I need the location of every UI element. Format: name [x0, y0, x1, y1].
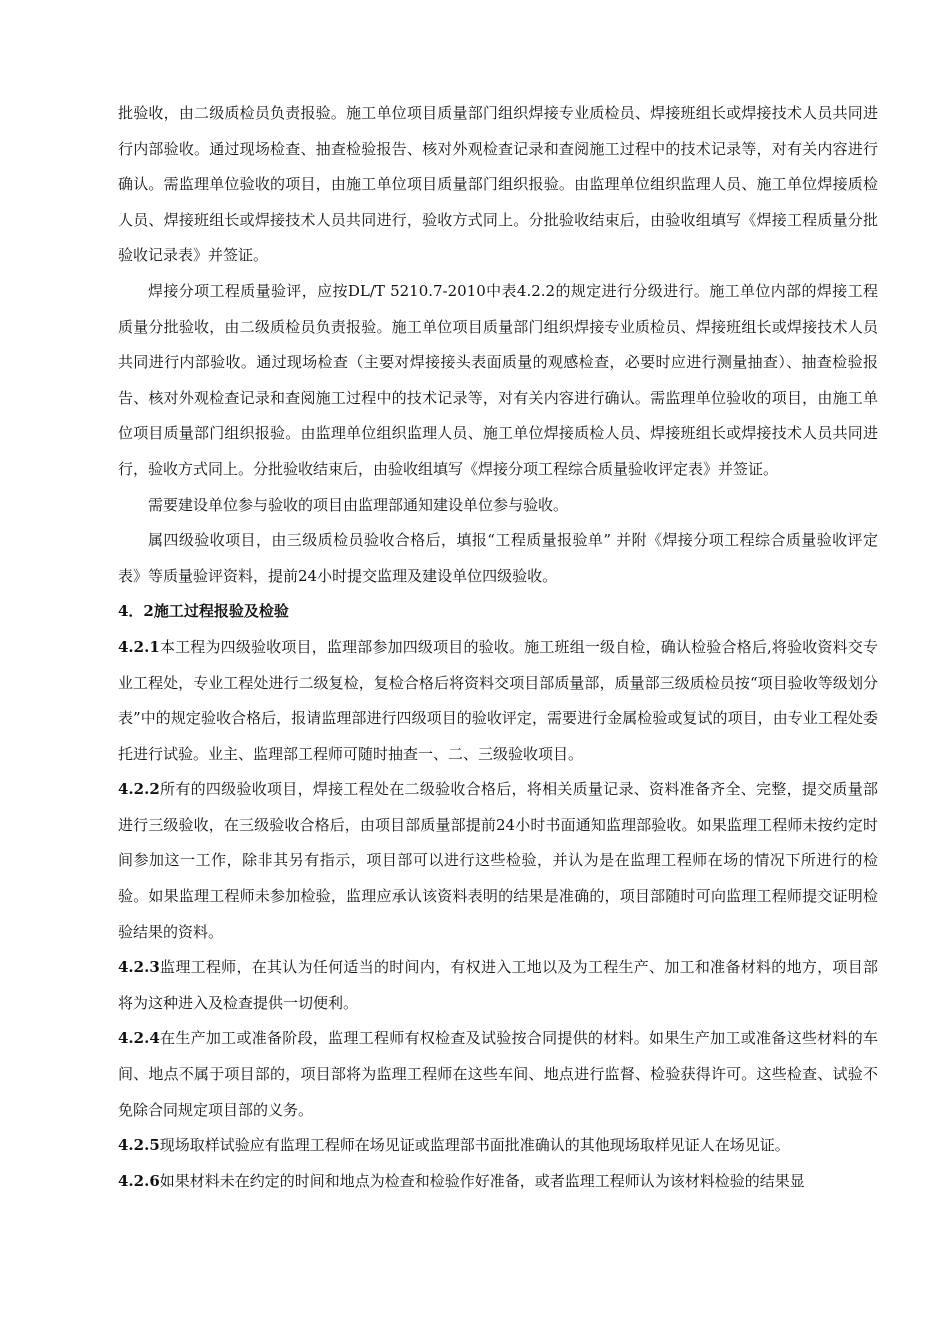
clause-text: 如果材料未在约定的时间和地点为检查和检验作好准备，或者监理工程师认为该材料检验的结果显 — [159, 1171, 805, 1190]
clause-text: 所有的四级验收项目，焊接工程处在二级验收合格后，将相关质量记录、资料准备齐全、完整，提交质量部进行三级验收，在三级验收合格后，由项目部质量部提前24小时书面通知监理部验收。如果监理工程师未按约定时间参加这一工作，除非其另有指示，项目部可以进行这些检验，并认为是在监理工程师在场的情况下所进行的检验。如果监理工程师未参加检验，监理应承认该资料表明的结果是准确的，项目部随时可向监理工程师提交证明检验结果的资料。 — [118, 780, 878, 941]
clause-4-2-3 — [118, 950, 878, 1021]
body-text — [118, 96, 878, 1199]
paragraph-batch-acceptance: 批验收，由二级质检员负责报验。施工单位项目质量部门组织焊接专业质检员、焊接班组长或焊接技术人员共同进行内部验收。通过现场检查、抽查检验报告、核对外观检查记录和查阅施工过程中的技术记录等，对有关内容进行确认。需监理单位验收的项目，由施工单位项目质量部门组织报验。由监理单位组织监理人员、施工单位焊接质检人员、焊接班组长或焊接技术人员共同进行，验收方式同上。分批验收结束后，由验收组填写《焊接工程质量分批验收记录表》并签证。 — [118, 104, 878, 265]
paragraph-owner-participation: 需要建设单位参与验收的项目由监理部通知建设单位参与验收。 — [148, 495, 569, 514]
clause-number: 4.2.1 — [118, 637, 160, 656]
clause-number: 4.2.6 — [118, 1171, 160, 1190]
clause-text: 本工程为四级验收项目，监理部参加四级项目的验收。施工班组一级自检，确认检验合格后,将验收资料交专业工程处，专业工程处进行二级复检，复检合格后将资料交项目部质量部，质量部三级质检员按“项目验收等级划分表”中的规定验收合格后，报请监理部进行四级项目的验收评定，需要进行金属检验或复试的项目，由专业工程处委托进行试验。业主、监理部工程师可随时抽查一、二、三级验收项目。 — [118, 637, 878, 763]
clause-4-2-1 — [118, 630, 878, 772]
clause-4-2-6 — [118, 1164, 878, 1200]
paragraph-subitem-evaluation: 焊接分项工程质量验评，应按DL/T 5210.7-2010中表4.2.2的规定进行分级进行。施工单位内部的焊接工程质量分批验收，由二级质检员负责报验。施工单位项目质量部门组织焊接专业质检员、焊接班组长或焊接技术人员共同进行内部验收。通过现场检查（主要对焊接接头表面质量的观感检查，必要时应进行测量抽查）、抽查检验报告、核对外观检查记录和查阅施工过程中的技术记录等，对有关内容进行确认。需监理单位验收的项目，由施工单位项目质量部门组织报验。由监理单位组织监理人员、施工单位焊接质检人员、焊接班组长或焊接技术人员共同进行，验收方式同上。分批验收结束后，由验收组填写《焊接分项工程综合质量验收评定表》并签证。 — [118, 281, 878, 478]
clause-number: 4.2.5 — [118, 1136, 160, 1155]
clause-4-2-4 — [118, 1021, 878, 1128]
clause-text: 现场取样试验应有监理工程师在场见证或监理部书面批准确认的其他现场取样见证人在场见证。 — [159, 1136, 790, 1155]
clause-4-2-2 — [118, 772, 878, 950]
clause-number: 4.2.4 — [118, 1029, 160, 1048]
clause-number: 4.2.3 — [118, 958, 160, 977]
section-title: 4．2施工过程报验及检验 — [118, 602, 289, 621]
paragraph-level-four-acceptance: 属四级验收项目，由三级质检员验收合格后，填报“工程质量报验单” 并附《焊接分项工程综合质量验收评定表》等质量验评资料，提前24小时提交监理及建设单位四级验收。 — [118, 531, 878, 585]
clause-text: 在生产加工或准备阶段，监理工程师有权检查及试验按合同提供的材料。如果生产加工或准备这些材料的车间、地点不属于项目部的，项目部将为监理工程师在这些车间、地点进行监督、检验获得许可。这些检查、试验不免除合同规定项目部的义务。 — [118, 1029, 878, 1119]
clause-text: 监理工程师，在其认为任何适当的时间内，有权进入工地以及为工程生产、加工和准备材料的地方，项目部将为这种进入及检查提供一切便利。 — [118, 958, 878, 1012]
clause-number: 4.2.2 — [118, 780, 160, 799]
clause-4-2-5 — [118, 1128, 878, 1164]
